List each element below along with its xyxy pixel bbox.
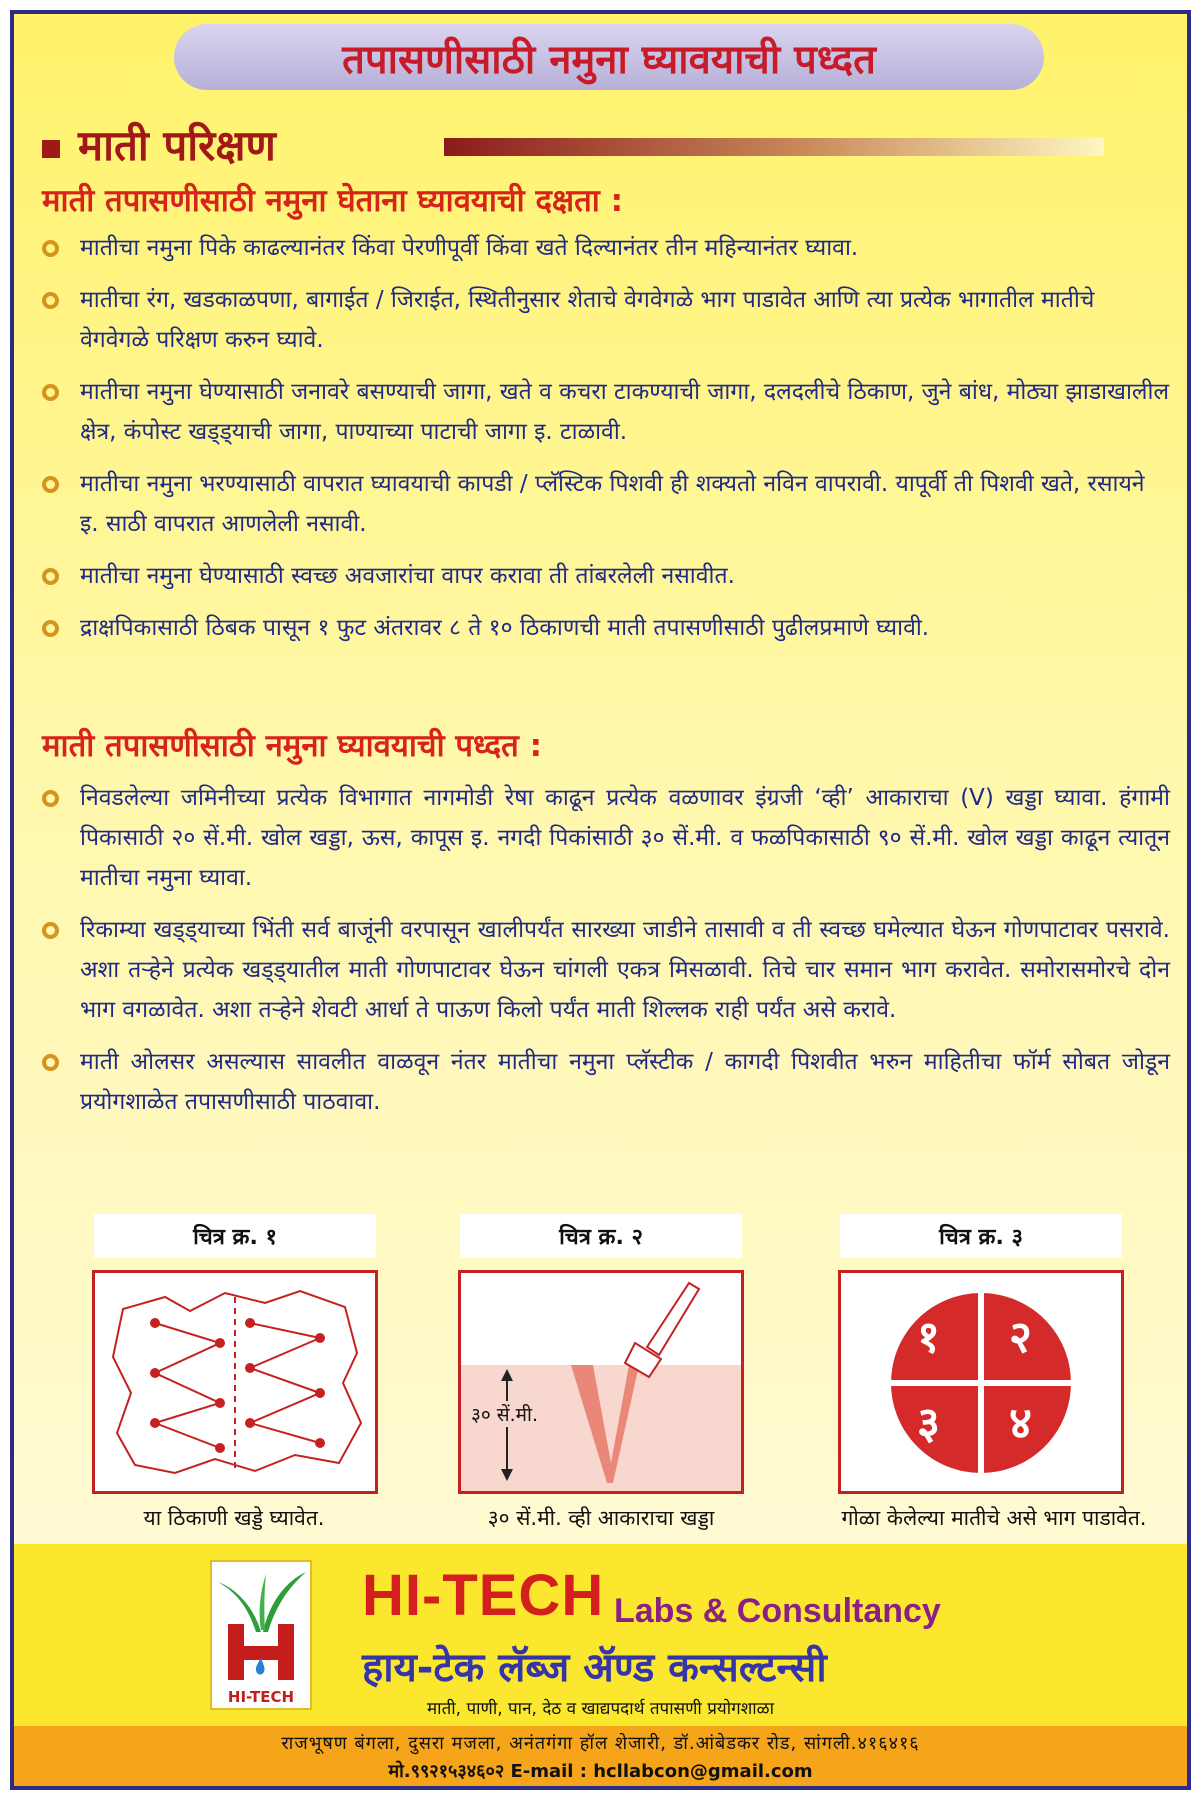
figure-1-caption: या ठिकाणी खड्डे घ्यावेत. xyxy=(143,1506,325,1530)
list-item: मातीचा रंग, खडकाळपणा, बागाईत / जिराईत, स्थितीनुसार शेताचे वेगवेगळे भाग पाडावेत आणि त्या प्रत्येक भागातील मातीचे वेगवेगळे परिक्षण करुन घ्यावे. xyxy=(42,280,1170,360)
ring-bullet-icon xyxy=(42,1054,59,1071)
brand-marathi: हाय-टेक लॅब्ज ॲण्ड कन्सल्टन्सी xyxy=(362,1645,827,1691)
quadrant-2: २ xyxy=(1009,1312,1032,1363)
list-item: द्राक्षपिकासाठी ठिबक पासून १ फुट अंतरावर ८ ते १० ठिकाणची माती तपासणीसाठी पुढीलप्रमाणे घ्यावी. xyxy=(42,608,1170,648)
v-pit-icon xyxy=(461,1273,741,1491)
method-heading: माती तपासणीसाठी नमुना घ्यावयाची पध्दत : xyxy=(42,728,542,764)
section-title xyxy=(42,119,276,169)
figure-3-caption: गोळा केलेल्या मातीचे असे भाग पाडावेत. xyxy=(841,1506,1147,1530)
address: राजभूषण बंगला, दुसरा मजला, अनंतगंगा हॉल शेजारी, डॉ.आंबेडकर रोड, सांगली.४१६४१६ xyxy=(281,1733,920,1754)
logo-text: HI-TECH xyxy=(227,1688,295,1706)
ring-bullet-icon xyxy=(42,790,59,807)
ring-bullet-icon xyxy=(42,922,59,939)
quadrant-4: ४ xyxy=(1009,1398,1032,1449)
quartered-circle-icon xyxy=(841,1273,1121,1491)
figure-2-vpit xyxy=(458,1270,744,1494)
list-item: मातीचा नमुना पिके काढल्यानंतर किंवा पेरणीपूर्वी किंवा खते दिल्यानंतर तीन महिन्यानंतर घ्यावा. xyxy=(42,228,1170,268)
method-list xyxy=(42,778,1170,1134)
ring-bullet-icon xyxy=(42,292,59,309)
ring-bullet-icon xyxy=(42,476,59,493)
brand-name: HI-TECH xyxy=(362,1563,605,1628)
brand-subtitle: Labs & Consultancy xyxy=(614,1592,941,1630)
section-gradient-bar xyxy=(444,138,1104,156)
ring-bullet-icon xyxy=(42,240,59,257)
figure-2-label: चित्र क्र. २ xyxy=(460,1214,742,1258)
list-item: मातीचा नमुना भरण्यासाठी वापरात घ्यावयाची कापडी / प्लॅस्टिक पिशवी ही शक्यतो नविन वापरावी. यापूर्वी ती पिशवी खते, रसायने इ. साठी वापरात आणलेली नसावी. xyxy=(42,464,1170,544)
plant-logo-icon xyxy=(212,1562,310,1690)
figure-1-label: चित्र क्र. १ xyxy=(94,1214,376,1258)
figure-3-label: चित्र क्र. ३ xyxy=(840,1214,1122,1258)
list-item: माती ओलसर असल्यास सावलीत वाळवून नंतर मातीचा नमुना प्लॅस्टीक / कागदी पिशवीत भरुन माहितीचा फॉर्म सोबत जोडून प्रयोगशाळेत तपासणीसाठी पाठवावा. xyxy=(42,1042,1170,1122)
figure-3-quarters xyxy=(838,1270,1124,1494)
depth-label: ३० सें.मी. xyxy=(471,1401,538,1427)
square-bullet-icon xyxy=(42,140,60,158)
figure-1-zigzag xyxy=(92,1270,378,1494)
list-item: मातीचा नमुना घेण्यासाठी स्वच्छ अवजारांचा वापर करावा ती तांबरलेली नसावीत. xyxy=(42,556,1170,596)
care-list xyxy=(42,228,1170,660)
care-heading: माती तपासणीसाठी नमुना घेताना घ्यावयाची दक्षता : xyxy=(42,183,624,219)
list-item: रिकाम्या खड्ड्याच्या भिंती सर्व बाजूंनी वरपासून खालीपर्यंत सारख्या जाडीने तासावी व ती स्वच्छ घमेल्यात घेऊन गोणपाटावर पसरावे. अशा तऱ्हेने प्रत्येक खड्ड्यातील माती गोणपाटावर घेऊन चांगली एकत्र मिसळावी. तिचे चार समान भाग करावेत. समोरासमोरचे दोन भाग वगळावेत. अशा तऱ्हेने शेवटी आर्धा ते पाऊण किलो पर्यंत माती शिल्लक राही पर्यंत असे करावे. xyxy=(42,910,1170,1030)
figure-2-caption: ३० सें.मी. व्ही आकाराचा खड्डा xyxy=(487,1506,715,1530)
poster-frame xyxy=(10,10,1191,1790)
banner-title xyxy=(174,24,1044,90)
contact[interactable]: मो.९९२१५३४६०२ E-mail : hcllabcon@gmail.com xyxy=(388,1761,813,1782)
hitech-logo xyxy=(210,1560,312,1710)
quadrant-1: १ xyxy=(917,1312,940,1363)
banner-title-text: तपासणीसाठी नमुना घ्यावयाची पध्दत xyxy=(342,36,876,83)
list-item: मातीचा नमुना घेण्यासाठी जनावरे बसण्याची जागा, खते व कचरा टाकण्याची जागा, दलदलीचे ठिकाण, जुने बांध, मोठ्या झाडाखालील क्षेत्र, कंपोस्ट खड्ड्याची जागा, पाण्याच्या पाटाची जागा इ. टाळावी. xyxy=(42,372,1170,452)
ring-bullet-icon xyxy=(42,384,59,401)
tagline: माती, पाणी, पान, देठ व खाद्यपदार्थ तपासणी प्रयोगशाळा xyxy=(427,1699,774,1719)
quadrant-3: ३ xyxy=(917,1398,940,1449)
ring-bullet-icon xyxy=(42,620,59,637)
list-item: निवडलेल्या जमिनीच्या प्रत्येक विभागात नागमोडी रेषा काढून प्रत्येक वळणावर इंग्रजी ‘व्ही’ आकाराचा (V) खड्डा घ्यावा. हंगामी पिकासाठी २० सें.मी. खोल खड्डा, ऊस, कापूस इ. नगदी पिकांसाठी ३० सें.मी. व फळपिकासाठी ९० सें.मी. खोल खड्डा काढून त्यातून मातीचा नमुना घ्यावा. xyxy=(42,778,1170,898)
ring-bullet-icon xyxy=(42,568,59,585)
section-title-text: माती परिक्षण xyxy=(78,120,276,170)
zigzag-sampling-icon xyxy=(95,1273,375,1491)
